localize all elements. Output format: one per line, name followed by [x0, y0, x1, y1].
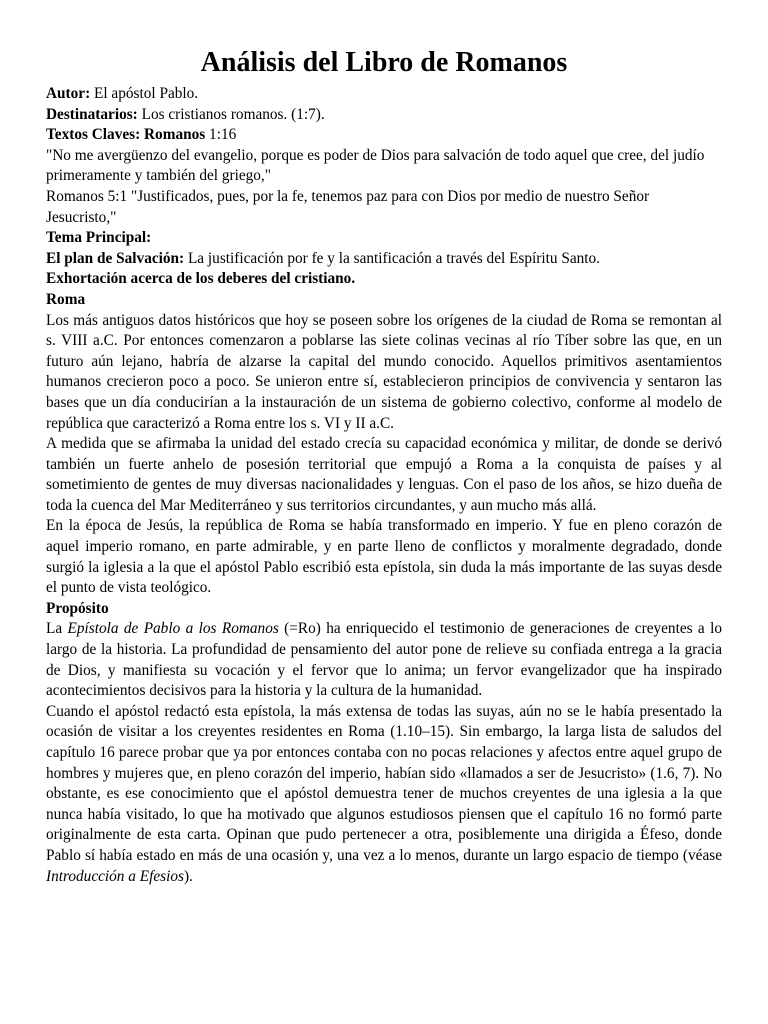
- page-title: Análisis del Libro de Romanos: [200, 47, 568, 78]
- prop-p1-post: (=Ro) ha enriquecido el testimonio de generaciones de creyentes a lo largo de la historia. La profundidad de pensamiento del autor pone de relieve su confiada entrega a la gracia de Dios, y manifiesta su vocación y el fervor que lo anima; un fervor evangelizador que ha inspirado acontecimientos decisivos para la historia y la cultura de la humanidad.: [46, 620, 722, 700]
- prop-p1-italic: Epístola de Pablo a los Romanos: [67, 620, 279, 638]
- plan-salvacion-label: El plan de Salvación:: [46, 249, 185, 267]
- roma-label: Roma: [46, 290, 86, 308]
- tema-principal-heading: [46, 228, 722, 249]
- exhortacion-label: Exhortación acerca de los deberes del cristiano.: [46, 270, 356, 288]
- proposito-paragraph-2: [46, 702, 722, 887]
- textos-claves-line: [46, 125, 722, 146]
- tema-principal-label: Tema Principal:: [46, 229, 152, 247]
- roma-paragraph-3: En la época de Jesús, la república de Roma se había transformado en imperio. Y fue en pleno corazón de aquel imperio romano, en parte admirable, y en parte lleno de conflictos y moralmente degradado, donde surgió la iglesia a la que el apóstol Pablo escribió esta epístola, sin duda la más importante de las suyas desde el punto de vista teológico.: [46, 517, 722, 597]
- roma-paragraph-1: Los más antiguos datos históricos que hoy se poseen sobre los orígenes de la ciudad de Roma se remontan al s. VIII a.C. Por entonces comenzaron a poblarse las siete colinas vecinas al río Tíber sobre las que, en un futuro aún lejano, habría de alzarse la capital del mundo conocido. Aquellos primitivos asentamientos humanos crecieron poco a poco. Se unieron entre sí, establecieron principios de convivencia y sentaron las bases que un día conducirían a la instauración de un sistema de gobierno colectivo, conforme al modelo de república que caracterizó a Roma entre los s. VI y II a.C.: [46, 311, 722, 432]
- proposito-heading: [46, 599, 722, 620]
- textos-claves-label: Textos Claves: Romanos: [46, 126, 206, 144]
- prop-p2-post: ).: [183, 867, 193, 885]
- destinatarios-line: [46, 105, 722, 126]
- roma-heading: [46, 290, 722, 311]
- proposito-paragraph-1: [46, 619, 722, 701]
- prop-p1-pre: La: [46, 620, 68, 638]
- autor-value: El apóstol Pablo.: [90, 85, 199, 102]
- plan-salvacion-line: [46, 249, 722, 270]
- proposito-label: Propósito: [46, 599, 109, 617]
- plan-salvacion-value: La justificación por fe y la santificación a través del Espíritu Santo.: [184, 249, 600, 267]
- prop-p2-text: Cuando el apóstol redactó esta epístola, la más extensa de todas las suyas, aún no se le había presentado la ocasión de visitar a los creyentes residentes en Roma (1.10–15). Sin embargo, la larga lista de saludos del capítulo 16 parece probar que ya por entonces contaba con no pocas relaciones y afectos entre aquel grupo de hombres y mujeres que, en pleno corazón del imperio, habían sido «llamados a ser de Jesucristo» (1.6, 7). No obstante, es ese conocimiento que el apóstol demuestra tener de muchos creyentes de una iglesia a la que nunca había visitado, lo que ha motivado que algunos estudiosos piensen que el capítulo 16 no formó parte originalmente de esta carta. Opinan que pudo pertenecer a otra, posiblemente una dirigida a Éfeso, donde Pablo sí había estado en más de una ocasión y, una vez a lo menos, durante un largo espacio de tiempo (véase: [46, 702, 722, 864]
- autor-label: Autor:: [46, 85, 91, 102]
- exhortacion-heading: [46, 269, 722, 290]
- quote-romanos-5-1: Romanos 5:1 "Justificados, pues, por la fe, tenemos paz para con Dios por medio de nuestro Señor Jesucristo,": [46, 187, 650, 226]
- textos-claves-value: 1:16: [205, 126, 237, 144]
- destinatarios-label: Destinatarios:: [46, 105, 138, 123]
- destinatarios-value: Los cristianos romanos. (1:7).: [137, 105, 325, 123]
- roma-paragraph-2: A medida que se afirmaba la unidad del estado crecía su capacidad económica y militar, de donde se derivó también un fuerte anhelo de posesión territorial que empujó a Roma a la conquista de países y al sometimiento de gentes de muy diversas nacionalidades y lenguas. Con el paso de los años, se hizo dueña de toda la cuenca del Mar Mediterráneo y sus territorios circundantes, y aun mucho más allá.: [46, 435, 722, 514]
- autor-line: [46, 84, 722, 105]
- prop-p2-italic: Introducción a Efesios: [46, 867, 184, 885]
- quote-romanos-1-16: "No me avergüenzo del evangelio, porque es poder de Dios para salvación de todo aquel que cree, del judío primeramente y también del griego,": [46, 146, 705, 185]
